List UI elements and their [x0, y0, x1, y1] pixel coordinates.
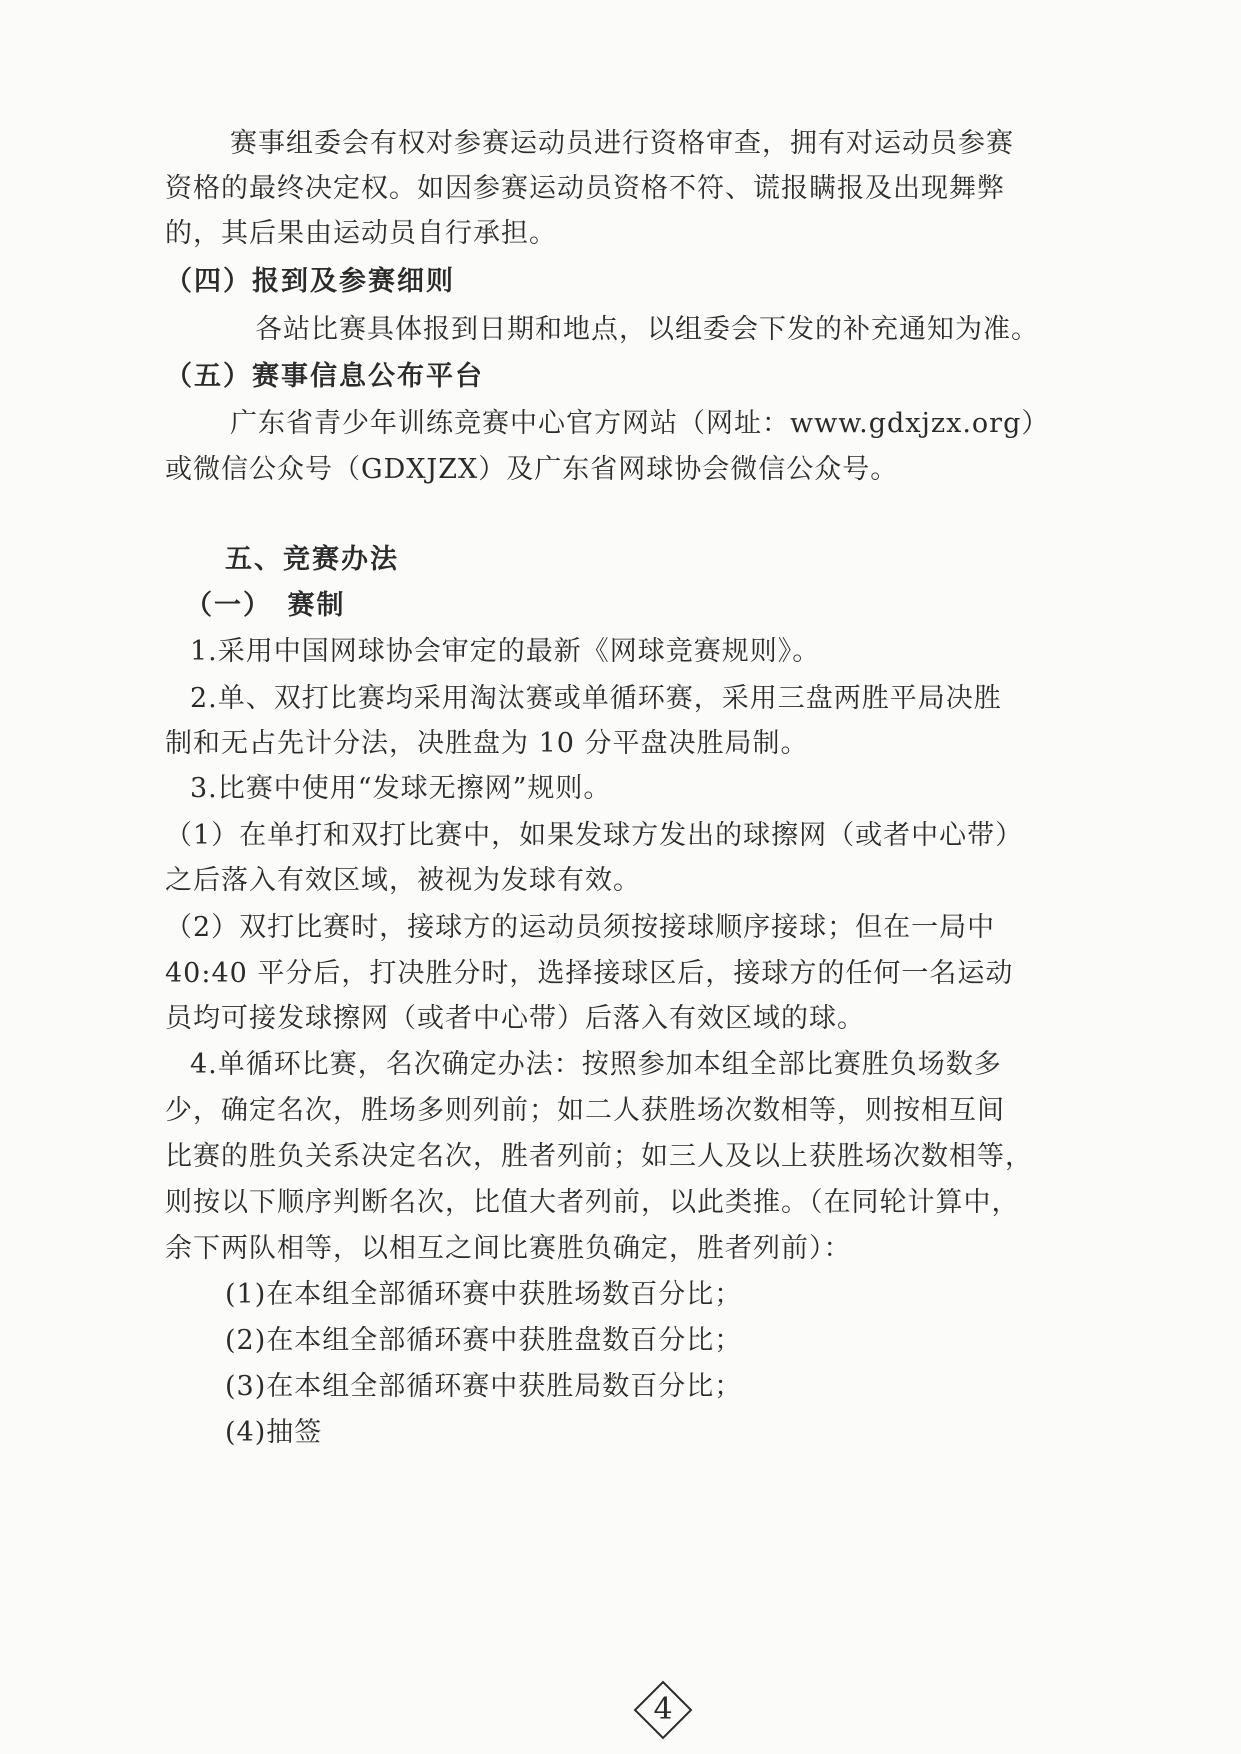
rule-item: 3.比赛中使用“发球无擦网”规则。	[190, 773, 612, 804]
rule-item-continuation: 制和无占先计分法，决胜盘为 10 分平盘决胜局制。	[165, 728, 809, 759]
rule-item: 4.单循环比赛，名次确定办法：按照参加本组全部比赛胜负场数多	[190, 1049, 1002, 1080]
rule-item: 1.采用中国网球协会审定的最新《网球竞赛规则》。	[190, 636, 821, 667]
body-text-line: 赛事组委会有权对参赛运动员进行资格审查，拥有对运动员参赛	[230, 128, 1014, 159]
rule-item-continuation: 比赛的胜负关系决定名次，胜者列前；如三人及以上获胜场次数相等，	[165, 1141, 1033, 1172]
page-number	[633, 1680, 693, 1740]
rule-subitem-continuation: 之后落入有效区域，被视为发球有效。	[165, 865, 641, 896]
rule-subitem-continuation: 员均可接发球擦网（或者中心带）后落入有效区域的球。	[165, 1003, 865, 1034]
body-text-line: 广东省青少年训练竞赛中心官方网站（网址：www.gdxjzx.org）	[230, 408, 1050, 439]
rule-item-continuation: 余下两队相等，以相互之间比赛胜负确定，胜者列前）：	[165, 1233, 852, 1264]
rule-subitem: （1）在单打和双打比赛中，如果发球方发出的球擦网（或者中心带）	[165, 820, 1024, 851]
rule-item: 2.单、双打比赛均采用淘汰赛或单循环赛，采用三盘两胜平局决胜	[190, 683, 1002, 714]
body-text-line: 的，其后果由运动员自行承担。	[165, 218, 557, 249]
ranking-criterion: (1)在本组全部循环赛中获胜场数百分比；	[225, 1279, 743, 1310]
ranking-criterion: (4)抽签	[225, 1417, 323, 1448]
section-heading-info-platform: （五）赛事信息公布平台	[165, 361, 484, 392]
ranking-criterion: (2)在本组全部循环赛中获胜盘数百分比；	[225, 1325, 743, 1356]
rule-item-continuation: 少，确定名次，胜场多则列前；如二人获胜场次数相等，则按相互间	[165, 1095, 1005, 1126]
rule-subitem-continuation: 40:40 平分后，打决胜分时，选择接球区后，接球方的任何一名运动	[165, 958, 1014, 989]
body-text-line: 或微信公众号（GDXJZX）及广东省网球协会微信公众号。	[165, 454, 899, 485]
body-text-line: 资格的最终决定权。如因参赛运动员资格不符、谎报瞒报及出现舞弊	[165, 173, 1005, 204]
page-number-text: 4	[653, 1692, 673, 1727]
rule-item-continuation: 则按以下顺序判断名次，比值大者列前，以此类推。（在同轮计算中，	[165, 1187, 1020, 1218]
rule-subitem: （2）双打比赛时，接球方的运动员须按接球顺序接球；但在一局中	[165, 912, 996, 943]
subsection-heading-format: （一） 赛制	[185, 590, 346, 621]
section-heading-registration: （四）报到及参赛细则	[165, 266, 455, 297]
body-text-line: 各站比赛具体报到日期和地点，以组委会下发的补充通知为准。	[255, 314, 1039, 345]
chapter-heading-competition-method: 五、竞赛办法	[225, 544, 399, 575]
ranking-criterion: (3)在本组全部循环赛中获胜局数百分比；	[225, 1371, 743, 1402]
